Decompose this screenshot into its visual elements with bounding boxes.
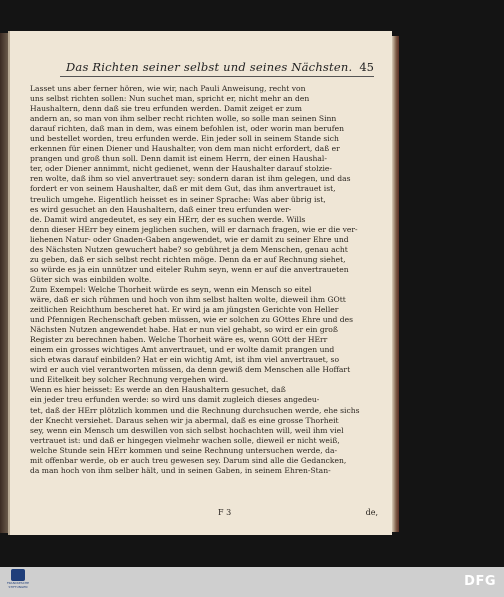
- page-number: 45: [359, 60, 374, 74]
- text-line: wäre, daß er sich rühmen und hoch von ihm selbst halten wolte, dieweil ihm GOtt: [30, 294, 346, 304]
- catchword: de,: [365, 508, 378, 517]
- text-line: uns selbst richten sollen: Nun suchet man, spricht er, nicht mehr an den: [30, 94, 310, 104]
- book-page: [8, 31, 392, 535]
- text-line: mit offenbar werde, ob er auch treu gewesen sey. Darum sind alle die Gedancken,: [30, 455, 347, 465]
- institution-logo[interactable]: [3, 569, 33, 595]
- text-line: liehenen Natur- oder Gnaden-Gaben angewendet, wie er damit zu seiner Ehre und: [30, 234, 349, 244]
- text-line: Register zu berechnen haben. Welche Thorheit wäre es, wenn GOtt der HErr: [30, 335, 328, 345]
- text-line: Güter sich was einbilden wolte.: [30, 274, 152, 284]
- header-rule: [60, 76, 374, 77]
- text-line: andern an, so man von ihm selber recht richten wolle, so solle man seinen Sinn: [30, 114, 337, 124]
- page-header: [20, 60, 378, 80]
- text-line: de. Damit wird angedeutet, es sey ein HErr, der es suchen werde. Wills: [30, 214, 306, 224]
- signature-mark: F 3: [218, 508, 232, 517]
- text-line: prangen und groß thun soll. Denn damit ist einem Herrn, der einen Haushal-: [30, 154, 327, 164]
- text-line: der Knecht versiehet. Daraus sehen wir ja abermal, daß es eine grosse Thorheit: [30, 415, 339, 425]
- text-line: und Pfennigen Rechenschaft geben müssen, wie er solchen zu GOttes Ehre und des: [30, 315, 354, 325]
- text-line: denn dieser HErr bey einem jeglichen suchen, will er darnach fragen, wie er die ver-: [30, 224, 358, 234]
- page-edge: [392, 36, 399, 532]
- text-line: ter, oder Diener annimmt, nicht gedienet, wenn der Haushalter darauf stolzie-: [30, 164, 332, 174]
- text-line: erkennen für einen Diener und Haushalter, von dem man nicht erfordert, daß er: [30, 144, 340, 154]
- text-line: zeitlichen Reichthum bescheret hat. Er wird ja am jüngsten Gerichte von Heller: [30, 305, 339, 315]
- text-line: sey, wenn ein Mensch um deswillen von sich selbst hochachten will, weil ihm viel: [30, 425, 344, 435]
- text-line: Wenn es hier heisset: Es werde an den Haushaltern gesuchet, daß: [30, 385, 286, 395]
- dfg-logo[interactable]: DFG: [464, 574, 496, 589]
- text-line: tet, daß der HErr plötzlich kommen und die Rechnung durchsuchen werde, ehe sichs: [30, 405, 360, 415]
- text-line: ren wolte, daß ihm so viel anvertrauet sey: sondern daran ist ihm gelegen, und das: [30, 174, 351, 184]
- text-line: und Eitelkeit bey solcher Rechnung vergehen wird.: [30, 375, 229, 385]
- text-line: vertrauet ist: und daß er hingegen vielmehr wachen solle, dieweil er nicht weiß,: [30, 435, 340, 445]
- text-line: und bestellet worden, treu erfunden werde. Ein jeder soll in seinem Stande sich: [30, 134, 339, 144]
- text-line: Lasset uns aber ferner hören, wie wir, nach Pauli Anweisung, recht von: [30, 84, 306, 93]
- text-line: wird er auch viel verantworten müssen, da denn gewiß dem Menschen alle Hoffart: [30, 365, 351, 375]
- text-line: Haushaltern, denn daß sie treu erfunden werden. Damit zeiget er zum: [30, 104, 302, 114]
- text-line: welche Stunde sein HErr kommen und seine Rechnung untersuchen werde, da-: [30, 445, 338, 455]
- text-line: des Nächsten Nutzen gewuchert habe? so gebühret ja dem Menschen, genau acht: [30, 244, 348, 254]
- text-line: Nächsten Nutzen angewendet habe. Hat er nun viel gehabt, so wird er ein groß: [30, 325, 338, 335]
- text-line: so würde es ja ein unnützer und eiteler Ruhm seyn, wenn er auf die anvertraueten: [30, 264, 349, 274]
- text-line: sich etwas darauf einbilden? Hat er ein wichtig Amt, ist ihm viel anvertrauet, so: [30, 355, 340, 365]
- running-head: Das Richten seiner selbst und seines Nächsten.: [66, 60, 353, 74]
- text-line: da man hoch von ihm selber hält, und in seinen Gaben, in seinem Ehren-Stan-: [30, 465, 331, 475]
- book-spine: [0, 33, 8, 533]
- text-line: treulich umgehe. Eigentlich heisset es in seiner Sprache: Was aber übrig ist,: [30, 194, 326, 204]
- text-line: fordert er von seinem Haushalter, daß er mit dem Gut, das ihm anvertrauet ist,: [30, 184, 336, 194]
- viewer-footer-bar: [0, 567, 504, 597]
- text-line: ein jeder treu erfunden werde: so wird uns damit zugleich dieses angedeu-: [30, 395, 320, 405]
- institution-logo-icon: [11, 569, 25, 581]
- text-line: es wird gesuchet an den Haushaltern, daß einer treu erfunden wer-: [30, 204, 292, 214]
- text-line: einem ein grosses wichtiges Amt anvertrauet, und er wolte damit prangen und: [30, 345, 335, 355]
- text-line: zu geben, daß er sich selbst recht richten möge. Denn da er auf Rechnung siehet,: [30, 254, 346, 264]
- text-line: Zum Exempel: Welche Thorheit würde es seyn, wenn ein Mensch so eitel: [30, 284, 312, 294]
- body-text: [30, 84, 382, 476]
- text-line: darauf richten, daß man in dem, was einem befohlen ist, oder worin man berufen: [30, 124, 344, 134]
- institution-logo-text: FRANCKESCHE STIFTUNGEN: [6, 581, 30, 589]
- page-footer: [20, 508, 380, 520]
